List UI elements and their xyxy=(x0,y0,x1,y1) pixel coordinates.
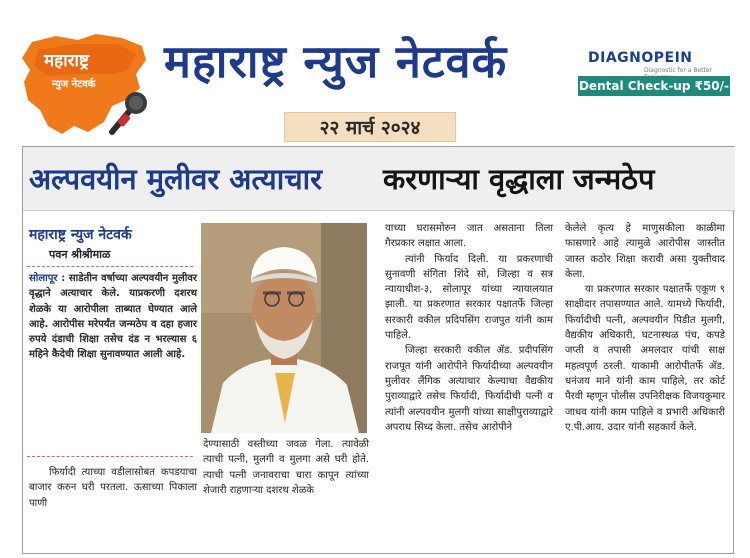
headline-part-2: करणाऱ्या वृद्धाला जन्मठेप xyxy=(383,162,655,196)
ad-brand: DIAGNOPEIN xyxy=(588,50,693,66)
body-paragraph: फिर्यादी त्याच्या वडीलासोबत कपडयाचा बाजार करुन घरी परतला. ऊसाच्या पिकाला पाणी xyxy=(29,467,197,509)
issue-date: २२ मार्च २०२४ xyxy=(284,112,456,142)
body-paragraph: त्यांनी फिर्याद दिली. या प्रकरणाची सुनावणी संगिता शिंदे सो, जिल्हा व सत्र न्यायाधीश-३, सोलापूर यांच्या न्यायालयात झाली. या प्रकरणात सरकार पक्षातर्फे जिल्हा सरकारी वकील प्रदिपसिंग राजपुत यांनी काम पाहिले. xyxy=(385,253,553,342)
ad-offer: Dental Check-up ₹50/- xyxy=(578,76,730,96)
lead-paragraph xyxy=(29,271,197,363)
newspaper-logo xyxy=(18,30,150,138)
dateline: सोलापूर : xyxy=(29,273,66,284)
column-1-body xyxy=(29,465,197,511)
column-2 xyxy=(203,437,369,498)
body-paragraph: देण्यासाठी वस्तीच्या जवळ गेला. त्यावेळी त्याची पत्नी, मुलगी व मुलगा असे घरी होते. त्याची पत्नी जनावराचा चारा कापून त्यांच्या शेजारी राहणाऱ्या दशरथ शेळके xyxy=(203,439,369,496)
author-name: पवन श्रीश्रीमाळ xyxy=(49,248,111,261)
headline-part-1: अल्पवयीन मुलीवर अत्याचार xyxy=(29,162,322,196)
advertisement[interactable] xyxy=(578,50,730,96)
column-1-lead xyxy=(29,271,197,363)
headline xyxy=(23,147,735,211)
divider xyxy=(27,266,193,267)
body-paragraph: याच्या घरासमोरुन जात असताना तिला गैरप्रकार लक्षात आला. xyxy=(385,223,553,250)
ad-tagline: Diagnostic for a Better xyxy=(644,67,713,74)
column-3 xyxy=(385,221,553,435)
news-article xyxy=(22,146,734,554)
masthead xyxy=(0,0,750,140)
body-paragraph: जिल्हा सरकारी वकील ॲड. प्रदीपसिंग राजपूत यांनी आरोपीने फिर्यादीच्या अल्पवयीन मुलीवर लैंगिक अत्याचार केल्याचा वैद्यकीय पुराव्याद्वारे तसेच फिर्यादी, फिर्यादीची पत्नी व त्यांनी अल्पवयीन मुलगी यांच्या साक्षीपुराव्याद्वारे अपराध सिध्द केला. तसेच आरोपीने xyxy=(385,345,553,433)
logo-title: महाराष्ट्र xyxy=(44,51,89,71)
byline: महाराष्ट्र न्युज नेटवर्क xyxy=(29,227,132,243)
body-paragraph: या प्रकरणात सरकार पक्षातर्फे एकूण ९ साक्षीदार तपासण्यात आले. यामध्ये फिर्यादी, फिर्यादीची पत्नी, अल्पवयीन पिडीत मुलगी, वैद्यकीय अधिकारी, घटनास्थळ पंच, कपडे जप्ती व तपासी अमलदार यांची साक्ष महत्वपूर्ण ठरली. याकामी आरोपीतर्फे ॲड. धनंजय माने यांनी काम पाहिले, तर कोर्ट पैरवी म्हणून पोलीस उपनिरीक्षक विजयकुमार जाधव यांनी काम पाहिले व प्रभारी अधिकारी ए.पी.आय. उदार यांनी सहकार्य केले. xyxy=(565,284,725,433)
body-paragraph: केलेले कृत्य हे माणुसकीला काळीमा फासणारे आहे त्यामुळे आरोपीस जास्तीत जास्त कठोर शिक्षा करावी असा युक्तीवाद केला. xyxy=(565,223,725,280)
microphone-icon xyxy=(104,88,152,136)
logo-subtitle: न्युज नेटवर्क xyxy=(52,79,96,90)
article-photo xyxy=(201,223,367,433)
divider xyxy=(27,456,193,457)
elderly-man-photo xyxy=(201,223,367,433)
lead-text: साडेतीन वर्षाच्या अल्पवयीन मुलीवर वृद्धाने अत्याचार केले. याप्रकरणी दशरथ शेळके या आरोपीला ताब्यात घेण्यात आले आहे. आरोपीस मरेपर्यंत जन्मठेप व दहा हजार रुपये दंडाची शिक्षा तसेच दंड न भरल्यास ६ महिने कैदेची शिक्षा सुनावण्यात आली आहे. xyxy=(29,273,197,361)
newspaper-title: महाराष्ट्र न्युज नेटवर्क xyxy=(164,35,508,88)
column-4 xyxy=(565,221,725,435)
